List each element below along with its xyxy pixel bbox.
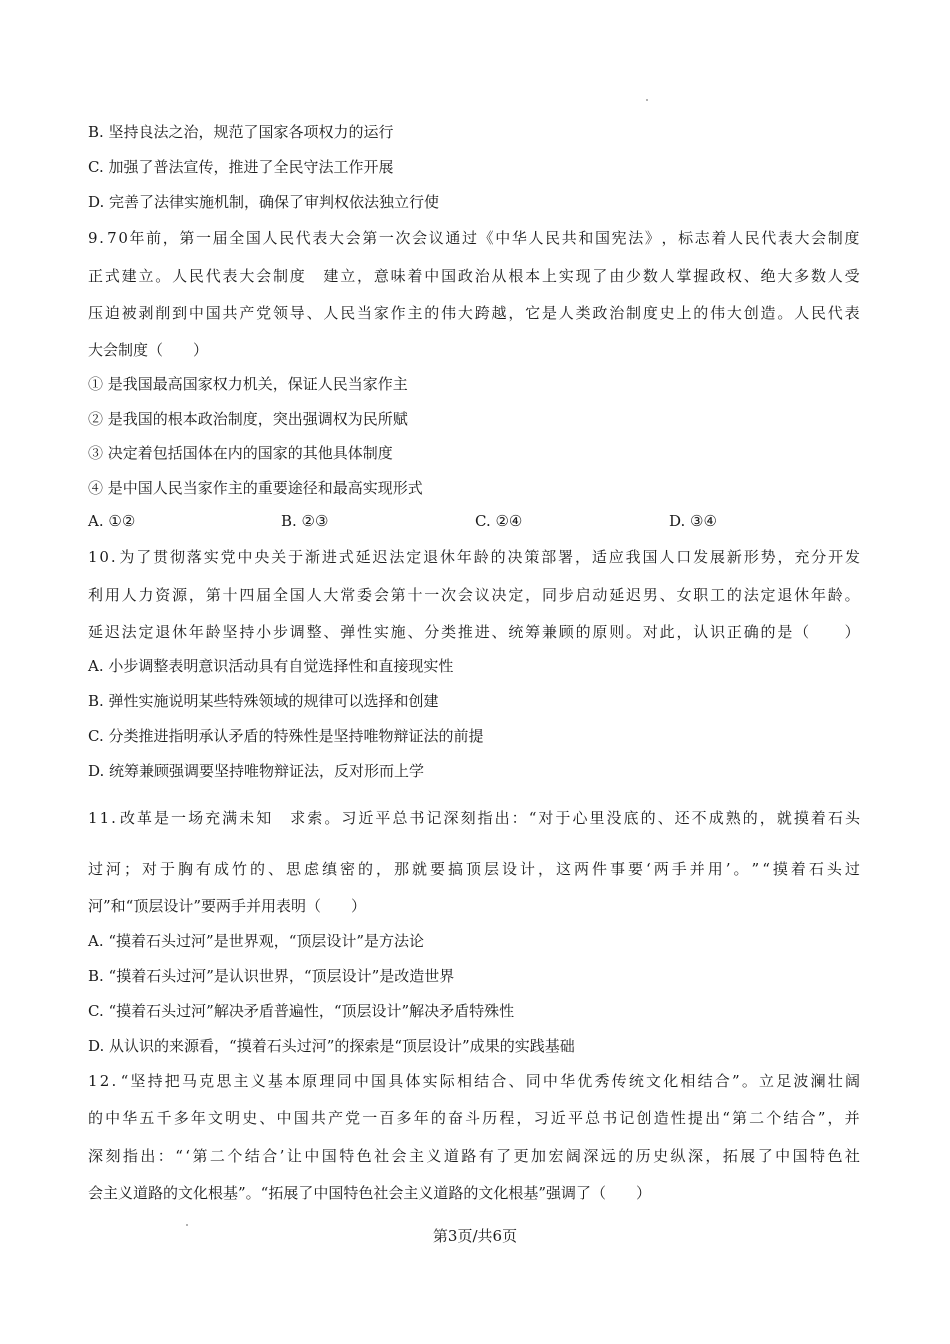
page-number-footer: 第3页/共6页 — [432, 1227, 518, 1245]
q9-options — [88, 511, 717, 531]
q9-option-d: D. ③④ — [669, 512, 717, 530]
q9-stem-line-2: 正 式 建 立 。 人 民 代 表 大 会 制 度 建 立 ， 意 味 着 中 国 政 治 从 根 本 上 实 现 了 由 少 数 人 掌 握 政 权 、 绝 大 多 数 人 受 — [88, 267, 860, 285]
q11-option-a: A. “摸着石头过河”是世界观，“顶层设计”是方法论 — [88, 932, 425, 950]
q12-stem-line-2: 的 中 华 五 千 多 年 文 明 史 、 中 国 共 产 党 一 百 多 年 的 奋 斗 历 程 ， 习 近 平 总 书 记 创 造 性 提 出 “ 第 二 个 结 合 ” ， 并 — [88, 1109, 860, 1127]
q12-stem-line-4: 会主义道路的文化根基”。“拓展了中国特色社会主义道路的文化根基”强调了（ ） — [88, 1184, 652, 1202]
q8-option-c: C. 加强了普法宣传，推进了全民守法工作开展 — [88, 158, 394, 176]
q8-option-d: D. 完善了法律实施机制，确保了审判权依法独立行使 — [88, 193, 440, 211]
scan-dot — [646, 99, 648, 101]
q10-option-b: B. 弹性实施说明某些特殊领域的规律可以选择和创建 — [88, 692, 439, 710]
q11-stem-line-2: 过 河 ； 对 于 胸 有 成 竹 的 、 思 虑 缜 密 的 ， 那 就 要 搞 顶 层 设 计 ， 这 两 件 事 要 ‘ 两 手 并 用 ’ 。 ” “ 摸 着 石 头 过 — [88, 860, 860, 878]
q9-option-a: A. ①② — [88, 512, 136, 530]
q12-stem-line-3: 深 刻 指 出 ： “ ‘ 第 二 个 结 合 ’ 让 中 国 特 色 社 会 主 义 道 路 有 了 更 加 宏 阔 深 远 的 历 史 纵 深 ， 拓 展 了 中 国 特 色 社 — [88, 1147, 860, 1165]
q9-statement-1: ① 是我国最高国家权力机关，保证人民当家作主 — [88, 375, 408, 393]
q9-statement-3: ③ 决定着包括国体在内的国家的其他具体制度 — [88, 444, 393, 462]
q11-option-b: B. “摸着石头过河”是认识世界，“顶层设计”是改造世界 — [88, 967, 455, 985]
q10-option-a: A. 小步调整表明意识活动具有自觉选择性和直接现实性 — [88, 657, 454, 675]
q8-option-b: B. 坚持良法之治，规范了国家各项权力的运行 — [88, 123, 394, 141]
q11-stem-line-3: 河”和“顶层设计”要两手并用表明（ ） — [88, 897, 367, 915]
q10-option-c: C. 分类推进指明承认矛盾的特殊性是坚持唯物辩证法的前提 — [88, 727, 484, 745]
q11-option-d: D. 从认识的来源看，“摸着石头过河”的探索是“顶层设计”成果的实践基础 — [88, 1037, 575, 1055]
q9-statement-4: ④ 是中国人民当家作主的重要途径和最高实现形式 — [88, 479, 423, 497]
q9-stem-line-1: 9 . 7 0 年 前 ， 第 一 届 全 国 人 民 代 表 大 会 第 一 次 会 议 通 过 《 中 华 人 民 共 和 国 宪 法 》 ， 标 志 着 人 民 代 表 大 会 制 度 — [88, 229, 860, 247]
q10-option-d: D. 统筹兼顾强调要坚持唯物辩证法，反对形而上学 — [88, 762, 425, 780]
q10-stem-line-1: 1 0 . 为 了 贯 彻 落 实 党 中 央 关 于 渐 进 式 延 迟 法 定 退 休 年 龄 的 决 策 部 署 ， 适 应 我 国 人 口 发 展 新 形 势 ， 充 分 开 发 — [88, 548, 860, 566]
q9-option-c: C. ②④ — [475, 512, 523, 530]
q9-statement-2: ② 是我国的根本政治制度，突出强调权为民所赋 — [88, 410, 408, 428]
q11-option-c: C. “摸着石头过河”解决矛盾普遍性，“顶层设计”解决矛盾特殊性 — [88, 1002, 515, 1020]
q11-stem-line-1: 1 1 . 改 革 是 一 场 充 满 未 知 求 索 。 习 近 平 总 书 记 深 刻 指 出 ： “ 对 于 心 里 没 底 的 、 还 不 成 熟 的 ， 就 摸 着 石 头 — [88, 809, 860, 827]
q10-stem-line-3: 延 迟 法 定 退 休 年 龄 坚 持 小 步 调 整 、 弹 性 实 施 、 分 类 推 进 、 统 筹 兼 顾 的 原 则 。 对 此 ， 认 识 正 确 的 是 （ ） — [88, 623, 860, 641]
q9-stem-line-4: 大会制度（ ） — [88, 341, 209, 359]
q9-stem-line-3: 压 迫 被 剥 削 到 中 国 共 产 党 领 导 、 人 民 当 家 作 主 的 伟 大 跨 越 ， 它 是 人 类 政 治 制 度 史 上 的 伟 大 创 造 。 人 民 代 表 — [88, 304, 860, 322]
q9-option-b: B. ②③ — [281, 512, 329, 530]
q10-stem-line-2: 利 用 人 力 资 源 ， 第 十 四 届 全 国 人 大 常 委 会 第 十 一 次 会 议 决 定 ， 同 步 启 动 延 迟 男 、 女 职 工 的 法 定 退 休 年 龄 。 — [88, 586, 860, 604]
q12-stem-line-1: 1 2 . “ 坚 持 把 马 克 思 主 义 基 本 原 理 同 中 国 具 体 实 际 相 结 合 、 同 中 华 优 秀 传 统 文 化 相 结 合 ” 。 立 足 波 澜 壮 阔 — [88, 1072, 860, 1090]
